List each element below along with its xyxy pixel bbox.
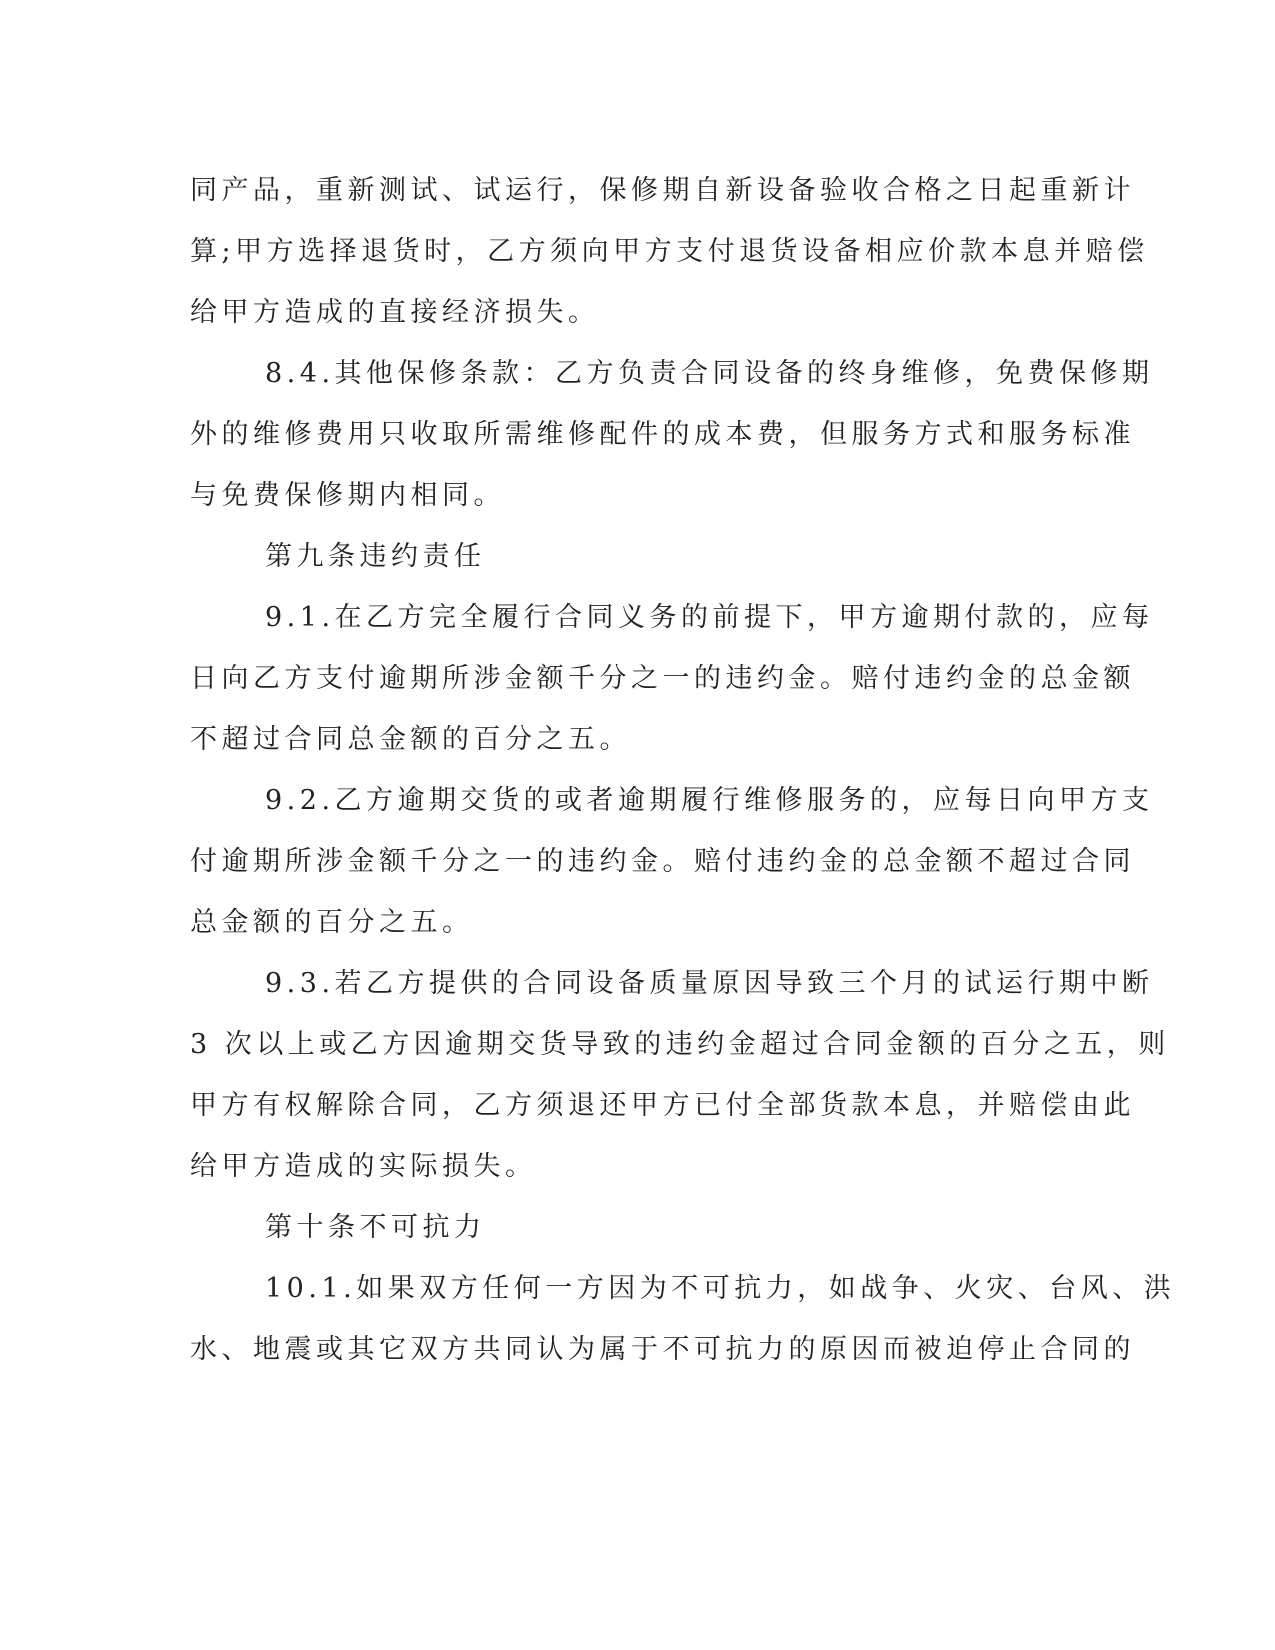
paragraph-line: 给甲方造成的直接经济损失。 (190, 297, 600, 328)
paragraph-line: 付逾期所涉金额千分之一的违约金。赔付违约金的总金额不超过合同 (190, 846, 1135, 877)
paragraph-line: 算;甲方选择退货时，乙方须向甲方支付退货设备相应价款本息并赔偿 (190, 236, 1149, 267)
paragraph-line: 给甲方造成的实际损失。 (190, 1151, 537, 1182)
clause-8-4-line: 8.4.其他保修条款：乙方负责合同设备的终身维修，免费保修期 (265, 358, 1154, 389)
paragraph-line: 与免费保修期内相同。 (190, 480, 505, 511)
document-body (190, 160, 1176, 1380)
paragraph-line: 同产品，重新测试、试运行，保修期自新设备验收合格之日起重新计 (190, 175, 1135, 206)
section-heading-article-10: 第十条不可抗力 (265, 1212, 486, 1243)
clause-10-1-line: 10.1.如果双方任何一方因为不可抗力，如战争、火灾、台风、洪 (265, 1273, 1176, 1304)
paragraph-line: 水、地震或其它双方共同认为属于不可抗力的原因而被迫停止合同的 (190, 1334, 1135, 1365)
paragraph-line: 日向乙方支付逾期所涉金额千分之一的违约金。赔付违约金的总金额 (190, 663, 1135, 694)
paragraph-line: 外的维修费用只收取所需维修配件的成本费，但服务方式和服务标准 (190, 419, 1135, 450)
paragraph-line: 甲方有权解除合同，乙方须退还甲方已付全部货款本息，并赔偿由此 (190, 1090, 1135, 1121)
clause-9-2-line: 9.2.乙方逾期交货的或者逾期履行维修服务的，应每日向甲方支 (265, 785, 1154, 816)
paragraph-line: 3 次以上或乙方因逾期交货导致的违约金超过合同金额的百分之五，则 (190, 1029, 1170, 1060)
paragraph-line: 不超过合同总金额的百分之五。 (190, 724, 631, 755)
clause-9-3-line: 9.3.若乙方提供的合同设备质量原因导致三个月的试运行期中断 (265, 968, 1154, 999)
section-heading-article-9: 第九条违约责任 (265, 541, 486, 572)
clause-9-1-line: 9.1.在乙方完全履行合同义务的前提下，甲方逾期付款的，应每 (265, 602, 1154, 633)
paragraph-line: 总金额的百分之五。 (190, 907, 474, 938)
